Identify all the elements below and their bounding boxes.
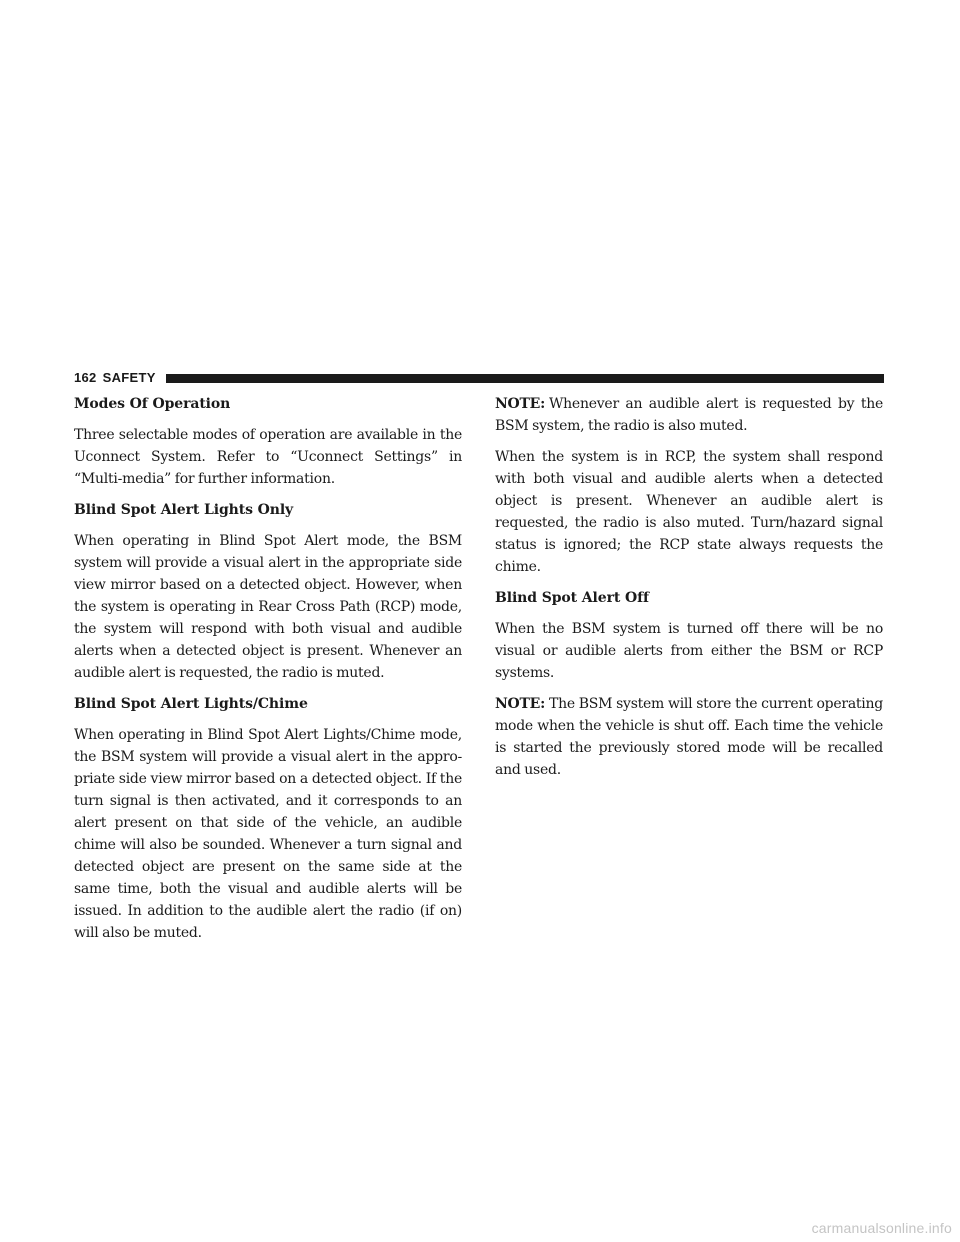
note-label: NOTE:	[495, 396, 545, 412]
note-text: Whenever an audible alert is requested by the BSM system, the radio is also muted.	[495, 396, 883, 434]
section-title: SAFETY	[102, 370, 156, 385]
header-rule	[166, 374, 884, 383]
left-column	[74, 393, 462, 953]
page-number: 162	[74, 370, 97, 385]
heading-lights-only: Blind Spot Alert Lights Only	[74, 502, 294, 518]
note-label: NOTE:	[495, 696, 545, 712]
note-stored-mode	[495, 693, 883, 781]
paragraph-rcp: When the system is in RCP, the system shall respond with both visual and audible alerts when a detected object is present. Whenever an audible alert is requested, the radio is also muted. Turn/hazard signal status is ignored; the RCP state always requests the chime.	[495, 449, 883, 575]
page-header	[74, 370, 884, 386]
note-text: The BSM system will store the current operating mode when the vehicle is shut off. Each time the vehicle is started the previously stored mode will be recalled and used.	[495, 696, 883, 778]
paragraph-modes-of-operation: Three selectable modes of operation are available in the Uconnect System. Refer to “Uconnect Settings” in “Multi-media” for further information.	[74, 427, 462, 487]
right-column	[495, 393, 883, 790]
heading-modes-of-operation: Modes Of Operation	[74, 396, 231, 412]
paragraph-lights-only: When operating in Blind Spot Alert mode, the BSM system will provide a visual alert in the appropriate side view mirror based on a detected object. However, when the system is operating in Rear Cross Path (RCP) mode, the system will respond with both visual and audible alerts when a detected object is present. Whenever an audible alert is requested, the radio is muted.	[74, 533, 462, 681]
watermark: carmanualsonline.info	[811, 1220, 952, 1236]
paragraph-lights-chime: When operating in Blind Spot Alert Lights/Chime mode, the BSM system will provide a visual alert in the appro-priate side view mirror based on a detected object. If the turn signal is then activated, and it corresponds to an alert present on that side of the vehicle, an audible chime will also be sounded. Whenever a turn signal and detected object are present on the same side at the same time, both the visual and audible alerts will be issued. In addition to the audible alert the radio (if on) will also be muted.	[74, 727, 462, 941]
paragraph-alert-off: When the BSM system is turned off there will be no visual or audible alerts from either the BSM or RCP systems.	[495, 621, 883, 681]
note-audible-alert	[495, 393, 883, 437]
heading-lights-chime: Blind Spot Alert Lights/Chime	[74, 696, 308, 712]
heading-alert-off: Blind Spot Alert Off	[495, 590, 649, 606]
